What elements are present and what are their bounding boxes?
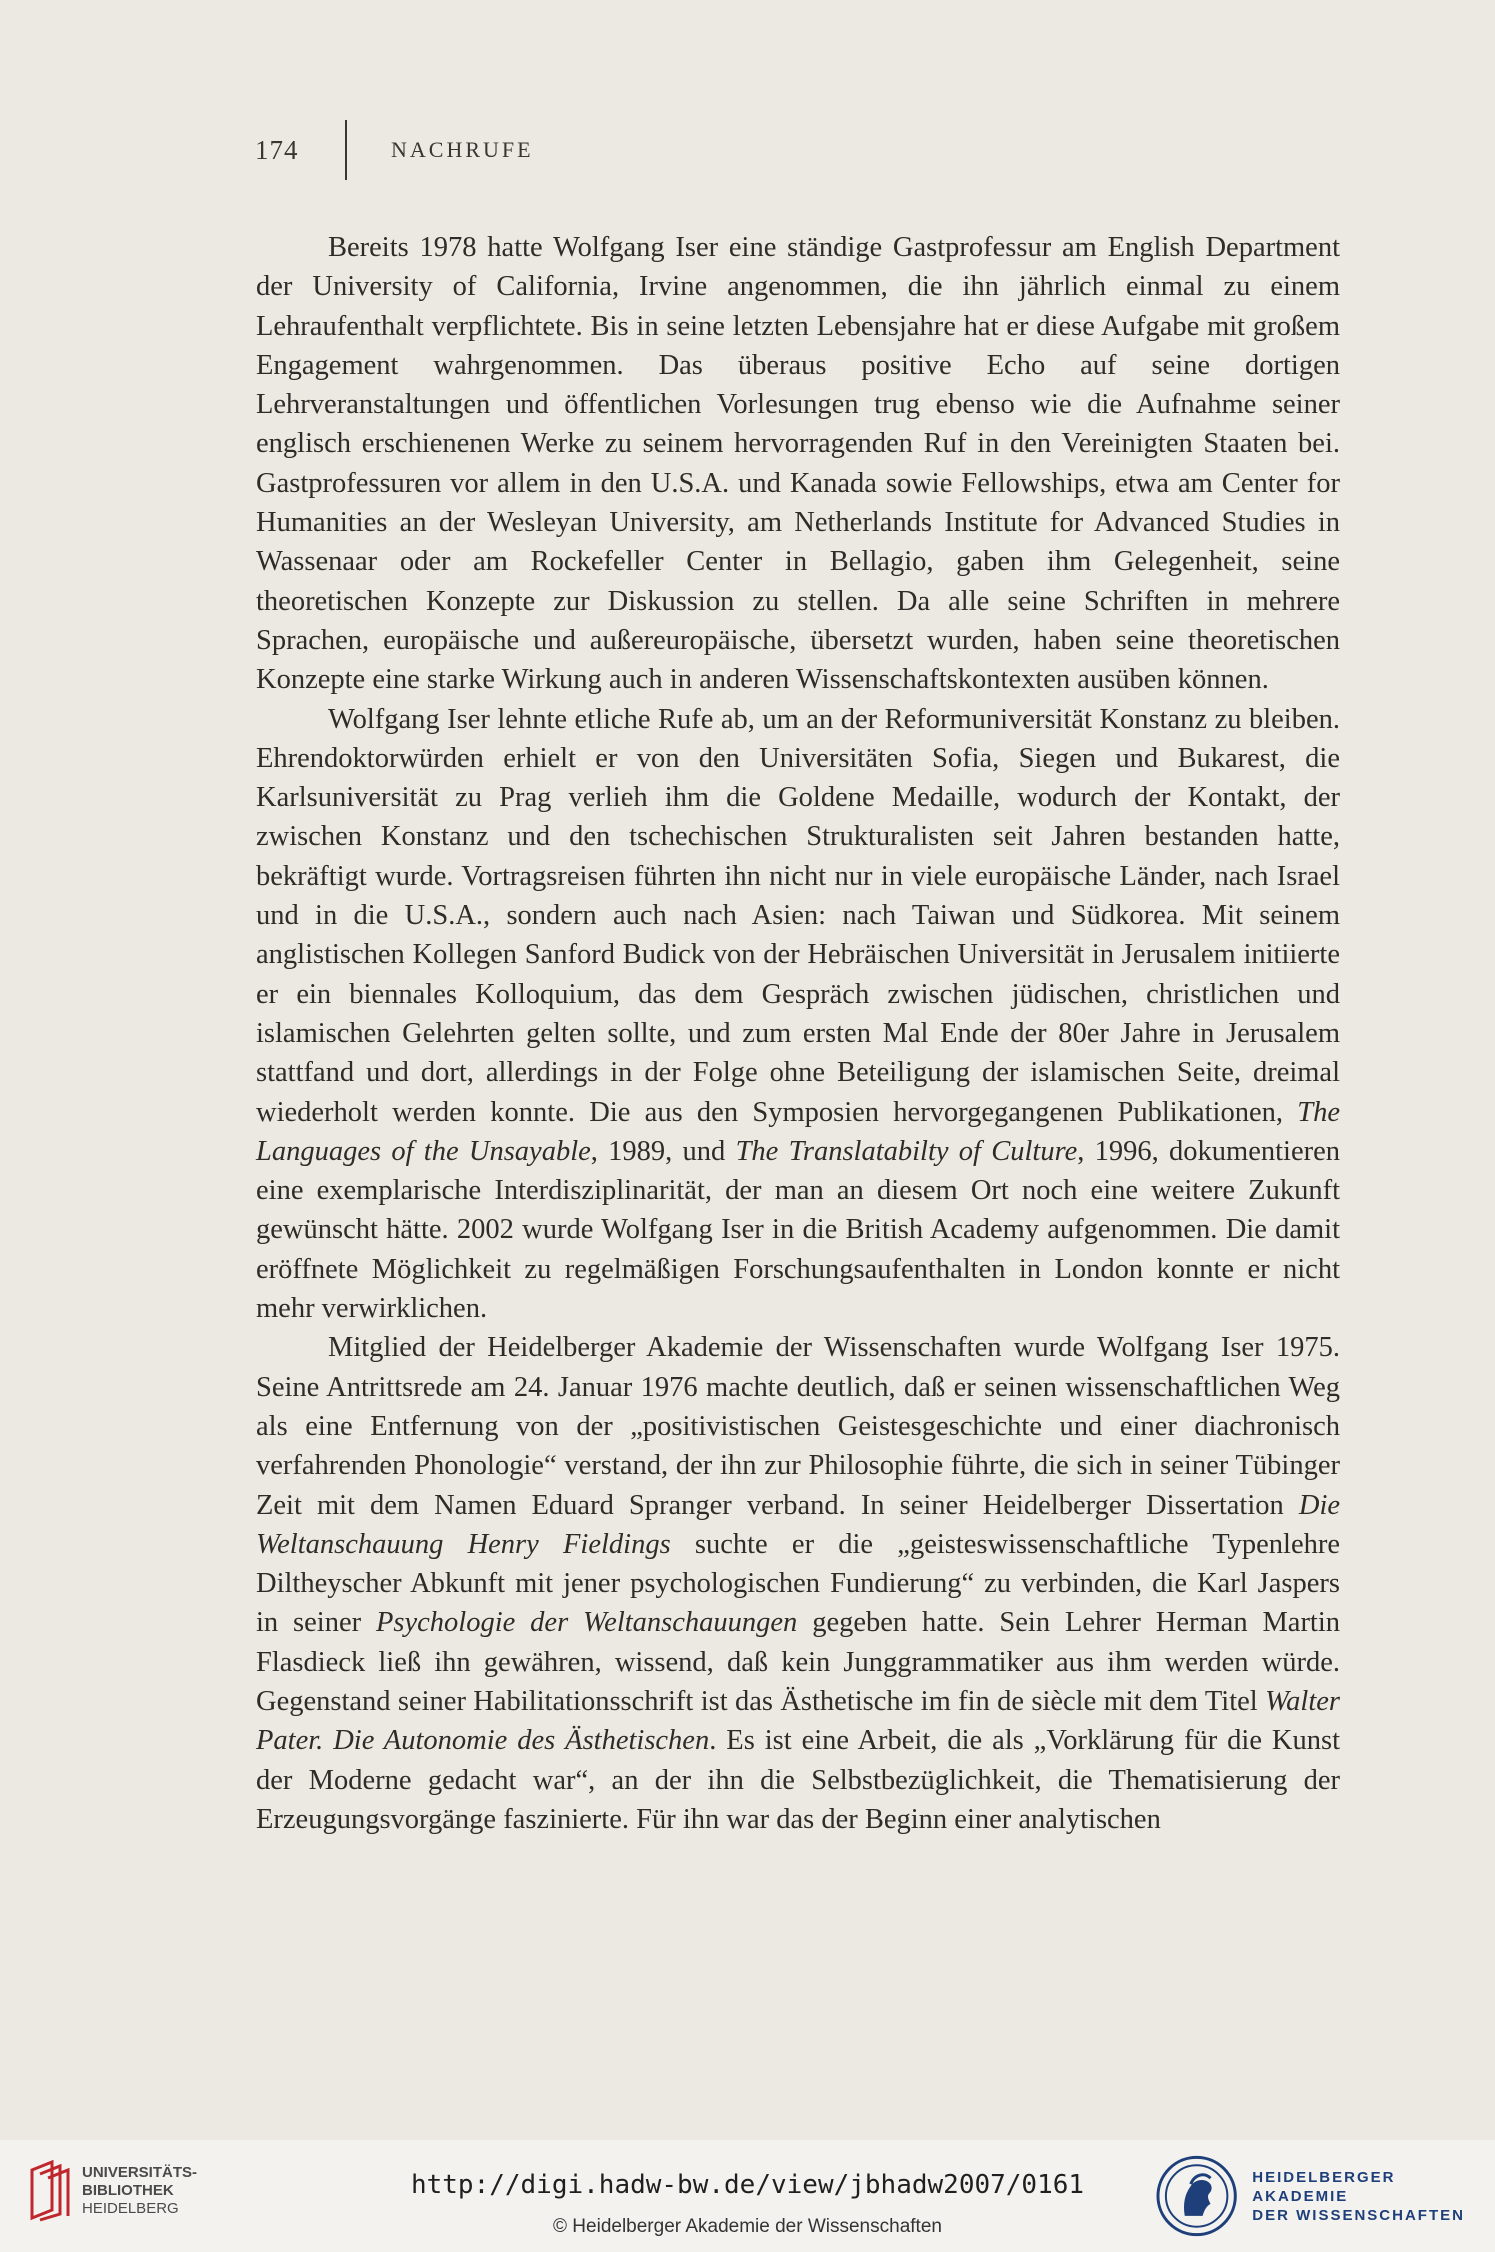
paragraph-3-text: suchte er die „geisteswissenschaftliche Typenlehre Diltheyscher Abkunft mit jener psychologischen Fundierung“ zu verbinden, die Karl Jaspers in seiner	[256, 1528, 1341, 1639]
viewer-footer	[0, 2140, 1495, 2252]
academy-seal-icon	[1155, 2154, 1238, 2238]
academy-logo[interactable]	[1155, 2154, 1495, 2238]
book-title: The Languages of the Unsayable	[256, 1096, 1341, 1167]
academy-name-line: HEIDELBERGER AKADEMIE	[1252, 2168, 1396, 2205]
academy-name	[1252, 2168, 1495, 2225]
copyright-notice: © Heidelberger Akademie der Wissenschaften	[553, 2216, 942, 2237]
page-number: 174	[255, 134, 299, 165]
library-name-line: BIBLIOTHEK	[82, 2182, 174, 2199]
paragraph-2-text: , 1989, und	[590, 1135, 726, 1167]
paragraph-3-text: gegeben hatte. Sein Lehrer Herman Martin Flasdieck ließ ihn gewähren, wissend, daß kein Junggrammatiker aus ihm werden würde. Gegenstand seiner Habilitationsschrift ist das Ästhetische im fin de siècle mit dem Titel	[256, 1607, 1341, 1717]
book-title: Die Weltanschauung Henry Fieldings	[256, 1489, 1341, 1560]
library-name-line: HEIDELBERG	[82, 2200, 179, 2217]
section-title: NACHRUFE	[391, 137, 534, 162]
academy-name-line: DER WISSENSCHAFTEN	[1252, 2206, 1465, 2224]
book-title: The Translatabilty of Culture	[735, 1135, 1078, 1167]
paragraph-3	[256, 1328, 1340, 1839]
paragraph-3-text: . Es ist eine Arbeit, die als „Vorklärung für die Kunst der Moderne gedacht war“, an der ihn die Selbstbezüglichkeit, die Thematisierung der Erzeugungsvorgänge faszinierte. Für ihn war das der Beginn einer analytischen	[256, 1725, 1341, 1835]
permalink-url[interactable]: http://digi.hadw-bw.de/view/jbhadw2007/0161	[410, 2170, 1085, 2200]
running-head	[255, 128, 534, 172]
library-name-line: UNIVERSITÄTS-	[82, 2164, 198, 2181]
paragraph-3-text: Mitglied der Heidelberger Akademie der Wissenschaften wurde Wolfgang Iser 1975. Seine Antrittsrede am 24. Januar 1976 machte deutlich, daß er seinen wissenschaftlichen Weg als eine Entfernung von der „positivistischen Geistesgeschichte und einer diachronisch verfahrenden Phonologie“ verstand, der ihn zur Philosophie führte, die sich in seiner Tübinger Zeit mit dem Namen Eduard Spranger verband. In seiner Heidelberger Dissertation	[256, 1332, 1340, 1521]
paragraph-1: Bereits 1978 hatte Wolfgang Iser eine ständige Gastprofessur am English Department der University of California, Irvine angenommen, die ihn jährlich einmal zu einem Lehraufenthalt verpflichtete. Bis in seine letzten Lebensjahre hat er diese Aufgabe mit großem Engagement wahrgenommen. Das überaus positive Echo auf seine dortigen Lehrveranstaltungen und öffentlichen Vorlesungen trug ebenso wie die Aufnahme seiner englisch erschienenen Werke zu seinem hervorragenden Ruf in den Vereinigten Staaten bei. Gastprofessuren vor allem in den U.S.A. und Kanada sowie Fellowships, etwa am Center for Humanities an der Wesleyan University, am Netherlands Institute for Advanced Studies in Wassenaar oder am Rockefeller Center in Bellagio, gaben ihm Gelegenheit, seine theoretischen Konzepte zur Diskussion zu stellen. Da alle seine Schriften in mehrere Sprachen, europäische und außereuropäische, übersetzt wurden, haben seine theoretischen Konzepte eine starke Wirkung auch in anderen Wissenschaftskontexten ausüben können.	[256, 232, 1340, 696]
header-divider	[345, 120, 347, 180]
paragraph-2-text: , 1996, dokumentieren eine exemplarische Interdisziplinarität, der man an diesem Ort noch eine weitere Zukunft gewünscht hätte. 2002 wurde Wolfgang Iser in die British Academy aufgenommen. Die damit eröffnete Möglichkeit zu regelmäßigen Forschungsaufenthalten in London konnte er nicht mehr verwirklichen.	[256, 1135, 1340, 1325]
paragraph-2-text: Wolfgang Iser lehnte etliche Rufe ab, um an der Reformuniversität Konstanz zu bleiben. Ehrendoktorwürden erhielt er von den Universitäten Sofia, Siegen und Bukarest, die Karlsuniversität zu Prag verlieh ihm die Goldene Medaille, wodurch der Kontakt, der zwischen Konstanz und den tschechischen Strukturalisten seit Jahren bestanden hatte, bekräftigt wurde. Vortragsreisen führten ihn nicht nur in viele europäische Länder, nach Israel und in die U.S.A., sondern auch nach Asien: nach Taiwan und Südkorea. Mit seinem anglistischen Kollegen Sanford Budick von der Hebräischen Universität in Jerusalem initiierte er ein biennales Kolloquium, das dem Gespräch zwischen jüdischen, christlichen und islamischen Gelehrten gelten sollte, und zum ersten Mal Ende der 80er Jahre in Jerusalem stattfand und dort, allerdings in der Folge ohne Beteiligung der islamischen Seite, dreimal wiederholt werden konnte. Die aus den Symposien hervorgegangenen Publikationen,	[256, 703, 1340, 1128]
book-title: Walter Pater. Die Autonomie des Ästhetischen	[256, 1685, 1341, 1757]
book-title: Psychologie der Weltanschauungen	[376, 1607, 798, 1639]
body-text	[256, 228, 1340, 1839]
paragraph-2	[256, 700, 1340, 1329]
